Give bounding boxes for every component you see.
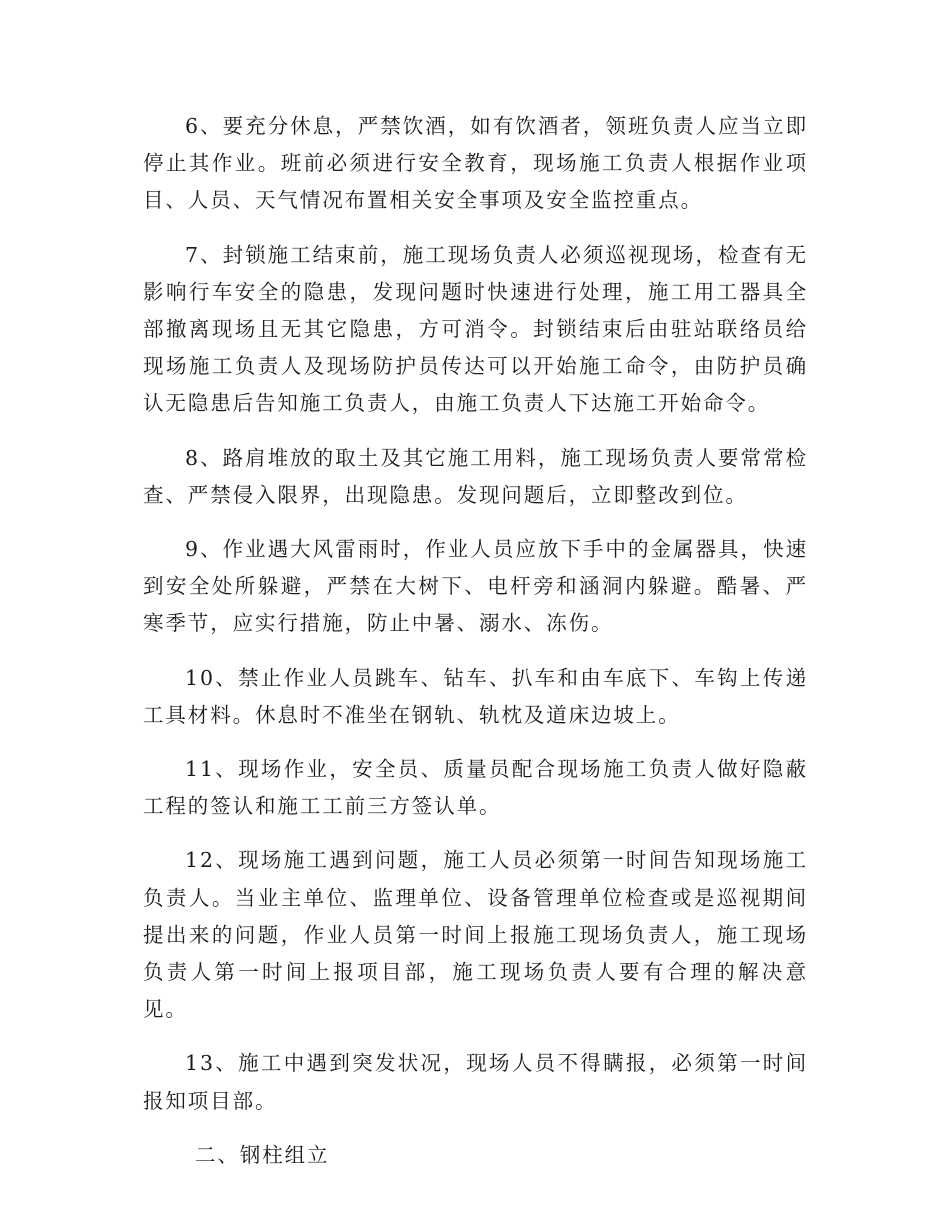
paragraph-6: 6、要充分休息，严禁饮酒，如有饮酒者，领班负责人应当立即停止其作业。班前必须进行安全教育，现场施工负责人根据作业项目、人员、天气情况布置相关安全事项及安全监控重点。	[143, 114, 808, 213]
paragraph-10: 10、禁止作业人员跳车、钻车、扒车和由车底下、车钩上传递工具材料。休息时不准坐在钢轨、轨枕及道床边坡上。	[143, 665, 808, 727]
paragraph-13: 13、施工中遇到突发状况，现场人员不得瞒报，必须第一时间报知项目部。	[143, 1051, 808, 1113]
paragraph-7: 7、封锁施工结束前，施工现场负责人必须巡视现场，检查有无影响行车安全的隐患，发现问题时快速进行处理，施工用工器具全部撤离现场且无其它隐患，方可消令。封锁结束后由驻站联络员给现场施工负责人及现场防护员传达可以开始施工命令，由防护员确认无隐患后告知施工负责人，由施工负责人下达施工开始命令。	[143, 242, 808, 416]
document-body	[143, 108, 808, 1174]
paragraph-8: 8、路肩堆放的取土及其它施工用料，施工现场负责人要常常检查、严禁侵入限界，出现隐患。发现问题后，立即整改到位。	[143, 445, 808, 507]
paragraph-11: 11、现场作业，安全员、质量员配合现场施工负责人做好隐蔽工程的签认和施工工前三方签认单。	[143, 757, 808, 819]
section-heading: 二、钢柱组立	[195, 1142, 330, 1167]
paragraph-12: 12、现场施工遇到问题，施工人员必须第一时间告知现场施工负责人。当业主单位、监理单位、设备管理单位检查或是巡视期间提出来的问题，作业人员第一时间上报施工现场负责人，施工现场负责人第一时间上报项目部，施工现场负责人要有合理的解决意见。	[143, 848, 808, 1022]
paragraph-9: 9、作业遇大风雷雨时，作业人员应放下手中的金属器具，快速到安全处所躲避，严禁在大树下、电杆旁和涵洞内躲避。酷暑、严寒季节，应实行措施，防止中暑、溺水、冻伤。	[143, 537, 808, 636]
